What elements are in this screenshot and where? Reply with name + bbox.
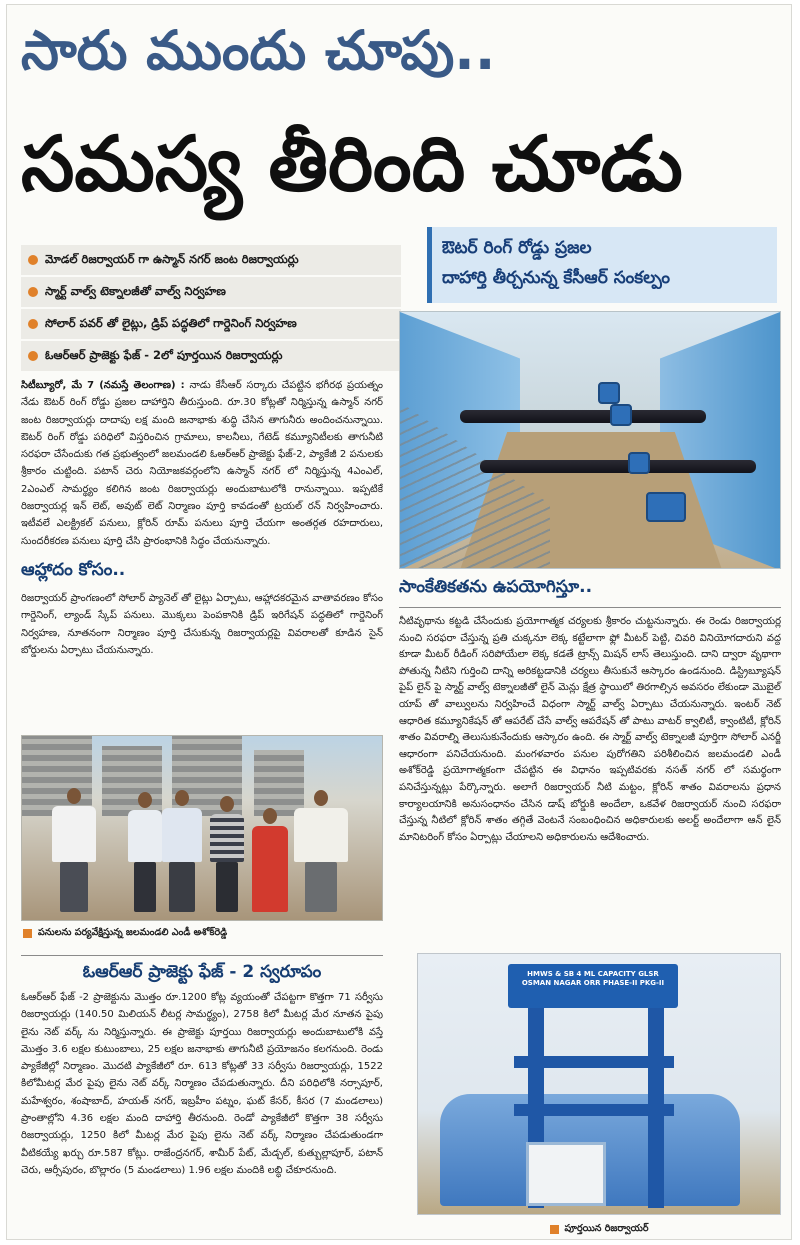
person-head [175, 790, 189, 806]
tank-beam [514, 1104, 674, 1116]
subhead-orr-phase2: ఓఆర్ఆర్ ప్రాజెక్టు ఫేజ్ - 2 స్వరూపం [82, 962, 322, 982]
pullquote-line-2: దాహార్తి తీర్చనున్న కేసీఆర్ సంకల్పం [442, 268, 670, 288]
bullet-item [21, 341, 401, 371]
left-column-bottom [21, 989, 383, 1179]
caption-text: పనులను పర్యవేక్షిస్తున్న జలమండలి ఎండీ అశోక్‌రెడ్డి [38, 927, 228, 938]
intro-text: నాడు కేసీఆర్ సర్కారు చేపట్టిన భగీరథ ప్రయత్నం నేడు ఔటర్ రింగ్ రోడ్డు ప్రజల దాహార్తిని తీరుస్తుంది. రూ.30 కోట్లతో నిర్మిస్తున్న ఉస్మాన్ నగర్ జంట రిజర్వాయర్లు దాదాపు లక్ష మంది జనాభాకు శుద్ధి చేసిన తాగునీరు అందించనున్నాయి. ఔటర్ రింగ్ రోడ్డు పరిధిలో విస్తరించిన గ్రామాలు, కాలనీలు, గేటెడ్ కమ్యూనిటీలకు తాగునీటి సరఫరా చేసేందుకు గత ప్రభుత్వంలో జలమండలి ఓఆర్ఆర్ ప్రాజెక్టు ఫేజ్-2, ప్యాకేజీ 2 పనులకు శ్రీకారం చుట్టింది. పటాన్ చెరు నియోజకవర్గంలోని ఉస్మాన్ నగర్ లో నిర్మిస్తున్న 4ఎంఎల్, 2ఎంఎల్ సామర్థ్యం కలిగిన జంట రిజర్వాయర్లు అందుబాటులోకి రానున్నాయి. ఇప్పటికే రిజర్వాయర్ల ఇన్ లెట్, అవుట్ లెట్ నిర్మాణం పూర్తి కావడంతో ట్రయల్ రన్ నిర్వహించారు. ఇటీవలే ఎలక్ట్రికల్ పనులు, క్లోరిన్ రూమ్ పనులు పూర్తి చేయగా అంతర్గత రహదారులు, సుందరీకరణ పనులు పూర్తి చేసి ప్రారంభానికి సిద్ధం చేయనున్నారు. [21, 380, 383, 547]
right-column [399, 577, 781, 846]
caption-marker-icon [550, 1225, 559, 1234]
dateline: సిటీబ్యూరో, మే 7 (నమస్తే తెలంగాణ) : [21, 380, 185, 391]
person-head [138, 792, 152, 808]
newspaper-page [6, 4, 792, 1240]
person-head [67, 788, 81, 804]
person-figure [162, 790, 202, 912]
person-torso [162, 808, 202, 862]
bullet-text: మోడల్ రిజర్వాయర్ గా ఉస్మాన్ నగర్ జంట రిజర్వాయర్లు [45, 251, 299, 266]
tank-door [526, 1142, 606, 1206]
bullet-item [21, 245, 401, 275]
caption-text: పూర్తయిన రిజర్వాయర్ [564, 1223, 649, 1234]
bullet-text: సోలార్ పవర్ తో లైట్లు, డ్రిప్ పద్ధతిలో గార్డెనింగ్ నిర్వహణ [45, 315, 297, 330]
person-legs [134, 862, 156, 912]
person-figure [52, 788, 96, 912]
tank-sign-text: HMWS & SB 4 ML CAPACITY GLSR OSMAN NAGAR ORR PHASE-II PKG-II [521, 970, 665, 987]
person-legs [60, 862, 88, 912]
person-legs [169, 862, 195, 912]
bullet-dot-icon [28, 319, 38, 329]
site-inspection-photo [21, 735, 383, 921]
technology-paragraph: నీటివృథాను కట్టడి చేసేందుకు ప్రయోగాత్మక చర్యలకు శ్రీకారం చుట్టనున్నారు. ఈ రెండు రిజర్వాయర్ల నుంచి సరఫరా చేస్తున్న ప్రతి చుక్కనూ లెక్క కట్టేలాగా ఫ్లో మీటర్ పెట్టి, చివరి వినియోగదారుని వద్ద కూడా మీటర్ రీడింగ్ సరిపోయేలా లెక్క కడతే ట్రాన్స్ మిషన్ లాస్ తెలుస్తుంది. దాని ద్వారా వృథాగా పోతున్న నీటిని గుర్తించి దాన్ని అరికట్టడానికి చర్యలు తీసుకునే ఆస్కారం ఉండనుంది. డిస్ట్రిబ్యూషన్ పైప్ లైన్ పై స్మార్ట్ వాల్వ్ టెక్నాలజీతో లైన్ మెన్లు క్షేత్ర స్థాయిలో తిరగాల్సిన అవసరం లేకుండా మొబైల్ యాప్ తో వాల్వులను నిర్వహించే విధంగా స్మార్ట్ వాల్వ్ ఏర్పాటు చేయనున్నారు. ఇంటర్ నెట్ ఆధారిత కమ్యూనికేషన్ తో ఆపరేట్ చేసే వాల్వ్ ఆపరేషన్ తో పాటు వాటర్ క్వాలిటీ, క్వాంటిటీ, క్లోరిన్ శాతం వివరాల్ని తెలుసుకునేందుకు ఆస్కారం ఉంది. ఈ స్మార్ట్ వాల్వ్ టెక్నాలజీ పూర్తిగా సోలార్ ఎనర్జీ ఆధారంగా పనిచేయనుంది. మంగళవారం పనుల పురోగతిని పరిశీలించిన జలమండలి ఎండీ అశోక్‌రెడ్డి ప్రయోగాత్మకంగా చేపట్టిన ఈ విధానం ఇప్పటివరకు నసత్ నగర్ లో సమర్థంగా పనిచేస్తున్నట్లు పేర్కొన్నారు. అలాగే రిజర్వాయర్ నీటి మట్టం, క్లోరిన్ శాతం వివరాలను ప్రధాన కార్యాలయానికి అనుసంధానం చేసిన డాష్ బోర్డుకి అందేలా, ఒకవేళ రిజర్వాయర్ నుంచి సరఫరా చేస్తున్న నీటిలో క్లోరిన్ శాతం తగ్గితే వెంటనే సంబంధించిన అధికారులకు అలర్ట్ అందేలాగా ఆన్ లైన్ మానిటరింగ్ కోసం ఏర్పాట్లు చేయాలని అధికారులను ఆదేశించారు. [399, 616, 781, 843]
bullet-dot-icon [28, 351, 38, 361]
person-figure [128, 792, 162, 912]
person-figure [252, 808, 288, 912]
person-legs [305, 862, 337, 912]
bullet-dot-icon [28, 287, 38, 297]
tank-beam [514, 1056, 674, 1068]
person-torso [52, 806, 96, 862]
gardening-paragraph: రిజర్వాయర్ ప్రాంగణంలో సోలార్ ప్యానెల్ తో లైట్లు ఏర్పాటు, ఆహ్లాదకరమైన వాతావరణం కోసం గార్డెనింగ్, ల్యాండ్ స్కేప్ పనులు. మొక్కలు పెంపకానికి డ్రిప్ ఇరిగేషన్ పద్ధతిలో గార్డెనింగ్ నిర్వహణ, నూతనంగా నిర్మాణం పూర్తి చేసుకున్న రిజర్వాయర్లపై వివరాలతో కూడిన సైన్ బోర్డులను ఏర్పాటు చేయనున్నారు. [21, 592, 383, 656]
bullet-text: ఓఆర్ఆర్ ప్రాజెక్టు ఫేజ్ - 2లో పూర్తయిన రిజర్వాయర్లు [45, 347, 283, 362]
valve-shape [598, 382, 620, 404]
pullquote-box [427, 227, 777, 303]
valve-shape [628, 452, 650, 474]
divider [21, 955, 383, 956]
person-figure [294, 790, 348, 912]
left-column-top [21, 377, 383, 659]
site-photo-caption [21, 923, 383, 944]
headline-line-2: సమస్య తీరింది చూడు [21, 119, 683, 208]
pullquote-line-1: ఔటర్ రింగ్ రోడ్డు ప్రజల [442, 238, 592, 258]
highlight-bullets [21, 245, 401, 373]
person-torso [128, 810, 162, 862]
subhead-aahladam: ఆహ్లాదం కోసం.. [21, 559, 126, 580]
person-torso [210, 814, 244, 862]
divider [399, 607, 781, 608]
person-head [263, 808, 277, 824]
bullet-text: స్మార్ట్ వాల్వ్ టెక్నాలజీతో వాల్వ్ నిర్వహణ [45, 283, 226, 298]
reservoir-photo [417, 953, 781, 1215]
reservoir-photo-caption [417, 1219, 781, 1240]
person-torso [294, 808, 348, 862]
pipe-shape [480, 460, 756, 473]
person-head [220, 796, 234, 812]
pipe-shape [460, 410, 706, 423]
subhead-technology: సాంకేతికతను ఉపయోగిస్తూ.. [399, 577, 593, 597]
valve-shape [646, 492, 686, 522]
valve-shape [610, 404, 632, 426]
bullet-dot-icon [28, 255, 38, 265]
person-figure [210, 796, 244, 912]
person-legs [216, 862, 238, 912]
person-torso [252, 826, 288, 912]
caption-marker-icon [23, 929, 32, 938]
orr-section-head [21, 951, 383, 992]
orr-paragraph: ఓఆర్ఆర్ ఫేజ్ -2 ప్రాజెక్టును మొత్తం రూ.1200 కోట్ల వ్యయంతో చేపట్టగా కొత్తగా 71 సర్వీసు రిజర్వాయర్లు (140.50 మిలియన్ లీటర్ల సామర్థ్యం), 2758 కిలో మీటర్ల మేర నూతన పైపు లైను నెట్ వర్క్ ను నిర్మిస్తున్నారు. ఈ ప్రాజెక్టు పూర్తయి రిజర్వాయర్లు అందుబాటులోకి వస్తే మొత్తం 3.6 లక్షల కుటుంబాలు, 25 లక్షల జనాభాకు తాగునీటి ప్రయోజనం కలగనుంది. రెండు ప్యాకేజీల్లో నిర్మాణం. మొదటి ప్యాకేజీలో రూ. 613 కోట్లతో 33 సర్వీసు రిజర్వాయర్లు, 1522 కిలోమీటర్ల మేర పైపు లైను నెట్ వర్క్ నిర్మాణం చేపడుతున్నారు. దీని పరిధిలోకి నర్సాపూర్, మహేశ్వరం, శంషాబాద్, హయత్ నగర్, ఇబ్రహీం పట్నం, ఘట్ కేసర్, కీసర (7 మండలాలు) ప్రాంతాల్లోని 4.36 లక్షల మంది దాహార్తి తీరనుంది. రెండో ప్యాకేజీలో కొత్తగా 38 సర్వీసు రిజర్వాయర్లు, 1250 కిలో మీటర్ల మేర పైపు లైను నెట్ వర్క్ నిర్మాణం చేపడుతుండగా వీటికయ్యే ఖర్చు రూ.587 కోట్లు. రాజేంద్రనగర్, శామీర్ పేట్, మేడ్చల్, కుత్బుల్లాపూర్, పటాన్ చెరు, ఆర్సీపురం, బొల్లారం (5 మండలాలు) 1.96 లక్షల మందికి లబ్ధి చేకూరనుంది. [21, 992, 383, 1176]
pump-room-photo [399, 311, 781, 569]
intro-paragraph [21, 377, 383, 550]
headline-line-1: సారు ముందు చూపు.. [21, 19, 496, 82]
bullet-item [21, 309, 401, 339]
bullet-item [21, 277, 401, 307]
person-head [314, 790, 328, 806]
